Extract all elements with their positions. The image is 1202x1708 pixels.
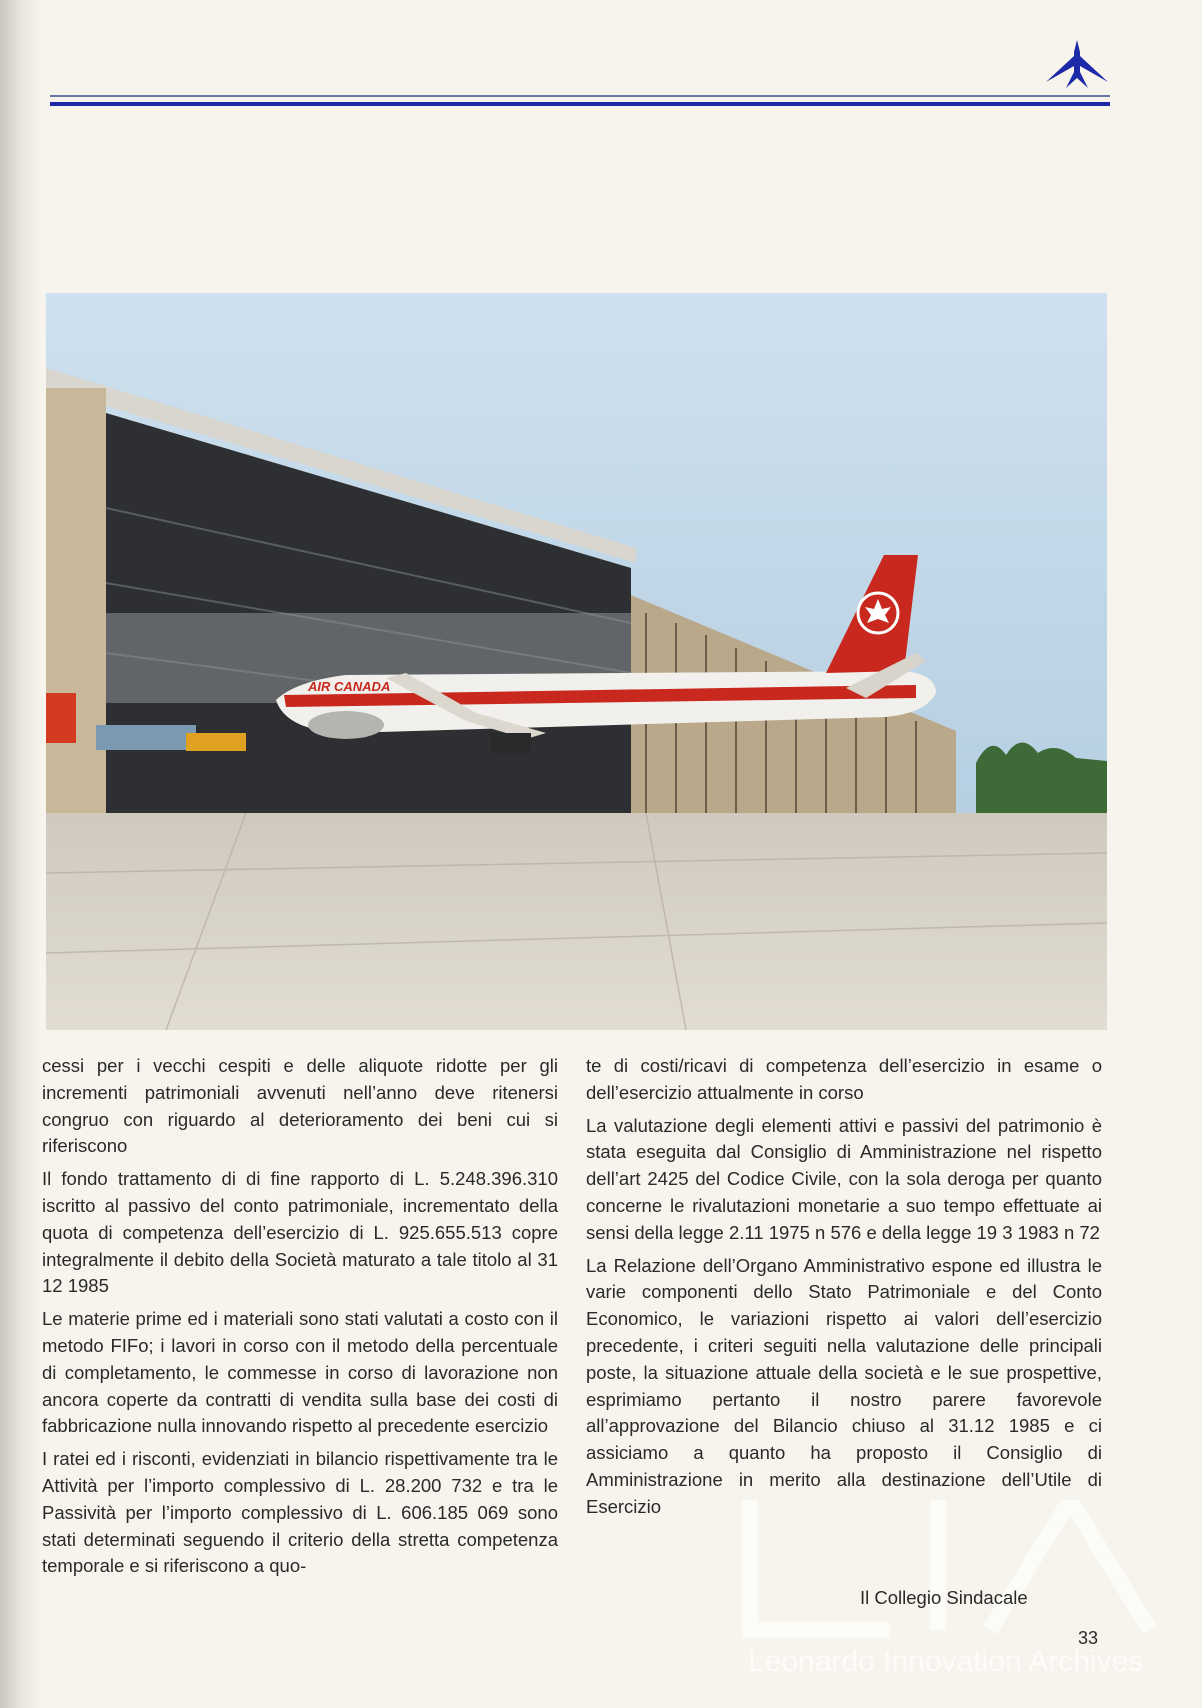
paragraph: I ratei ed i risconti, evidenziati in bilancio rispettivamente tra le Attività per l’importo complessivo di L. 28.200 732 e tra le Passività per l’importo complessivo di L. 606.185 069 sono stati determinati seguendo il criterio della stretta competenza temporale e si riferiscono a quo-	[42, 1448, 558, 1577]
page-binding-shadow	[0, 0, 40, 1708]
page-number: 33	[1078, 1628, 1099, 1648]
header-rule-thick	[50, 102, 1110, 106]
swallow-bird-logo-icon	[1044, 38, 1110, 90]
watermark-logo	[740, 1500, 1160, 1640]
paragraph: cessi per i vecchi cespiti e delle aliquote ridotte per gli incrementi patrimoniali avvenuti nell’anno deve ritenersi congruo con riguardo al deterioramento dei beni cui si riferiscono	[42, 1055, 558, 1157]
paragraph: te di costi/ricavi di competenza dell’esercizio in esame o dell’esercizio attualmente in corso	[586, 1055, 1102, 1103]
paragraph: Le materie prime ed i materiali sono stati valutati a costo con il metodo FIFo; i lavori in corso con il metodo della percentuale di completamento, le commesse in corso di lavorazione non ancora coperte da contratti di vendita sulla base dei costi di fabbricazione nulla innovando rispetto al precedente esercizio	[42, 1308, 558, 1437]
paragraph: La valutazione degli elementi attivi e passivi del patrimonio è stata eseguita dal Consiglio di Amministrazione nel rispetto dell’art 2425 del Codice Civile, con la sola deroga per quanto concerne le rivalutazioni monetarie a suo tempo effettuate ai sensi della legge 2.11 1975 n 576 e della legge 19 3 1983 n 72	[586, 1114, 1102, 1243]
hangar-aircraft-photo	[46, 293, 1107, 1030]
fuselage-lettering: AIR CANADA	[308, 679, 391, 694]
paragraph: La Relazione dell’Organo Amministrativo espone ed illustra le varie componenti dello Stato Patrimoniale e del Conto Economico, le variazioni rispetto ai valori dell’esercizio precedente, i criteri seguiti nella valutazione delle principali poste, la situazione attuale della società e le sue prospettive, esprimiamo pertanto il nostro parere favorevole all’approvazione del Bilancio chiuso al 31.12 1985 e ci assiciamo a quanto ha proposto il Consiglio di Amministrazione in merito alla destinazione dell’Utile di Esercizio	[586, 1254, 1102, 1517]
watermark-text: Leonardo Innovation Archives	[748, 1645, 1144, 1678]
paragraph: Il fondo trattamento di di fine rapporto di L. 5.248.396.310 iscritto al passivo del conto patrimoniale, incrementato della quota di competenza dell’esercizio di L. 925.655.513 copre integralmente il debito della Società maturato a tale titolo al 31 12 1985	[42, 1168, 558, 1297]
header-rule-thin	[50, 95, 1110, 97]
text-column-right	[586, 1053, 1102, 1527]
apron	[46, 813, 1107, 1030]
signature: Il Collegio Sindacale	[860, 1587, 1028, 1608]
text-column-left	[42, 1053, 558, 1586]
